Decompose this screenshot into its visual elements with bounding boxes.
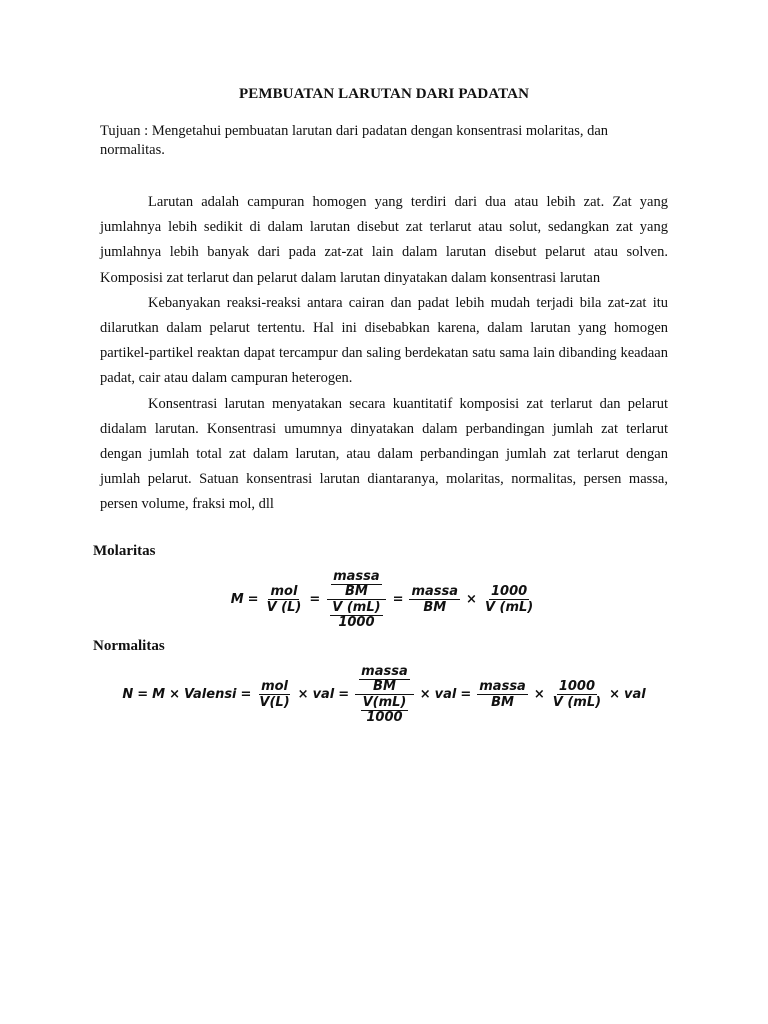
fraction: [361, 696, 409, 725]
numerator: [327, 569, 386, 600]
formula-operator: =: [309, 592, 321, 607]
paragraph-larutan: Larutan adalah campuran homogen yang terdiri dari dua atau lebih zat. Zat yang jumlahnya lebih sedikit di dalam larutan disebut zat terlarut atau solut, sedangkan zat yang jumlahnya lebih banyak dari pada zat-zat lain dalam larutan disebut pelarut atau solven. Komposisi zat terlarut dan pelarut dalam larutan dinyatakan dalam konsentrasi larutan: [100, 194, 668, 286]
normalitas-formula: [0, 664, 768, 725]
formula-symbol: M: [230, 592, 244, 607]
numerator: 1000: [558, 679, 595, 694]
molaritas-heading: Molaritas: [93, 543, 156, 559]
denominator: V (mL): [484, 600, 534, 615]
fraction: [265, 584, 304, 615]
formula-operator: =: [460, 687, 472, 702]
formula-operator: ×: [419, 687, 431, 702]
formula-operator: ×: [297, 687, 309, 702]
page-title: PEMBUATAN LARUTAN DARI PADATAN: [238, 86, 530, 102]
body-text: [100, 190, 668, 518]
fraction: [330, 601, 382, 630]
numerator: massa: [361, 664, 408, 679]
denominator: [357, 695, 413, 725]
formula-operator: ×: [609, 687, 620, 702]
formula-operator: =: [247, 592, 259, 607]
normalitas-heading: Normalitas: [93, 638, 165, 654]
fraction: [359, 665, 410, 694]
formula-operator: ×: [466, 592, 477, 607]
denominator: BM: [491, 695, 514, 710]
formula-symbol: val: [623, 687, 646, 702]
formula-operator: =: [240, 687, 252, 702]
fraction: [483, 584, 535, 615]
formula-symbol: val: [312, 687, 335, 702]
denominator: BM: [423, 600, 447, 615]
formula-operator: ×: [169, 687, 180, 702]
nested-fraction: [355, 664, 414, 725]
denominator: V (L): [266, 600, 302, 615]
formula-operator: =: [338, 687, 350, 702]
formula-operator: =: [392, 592, 404, 607]
numerator: massa: [479, 679, 526, 694]
denominator: BM: [373, 679, 396, 694]
numerator: massa: [411, 584, 459, 599]
nested-fraction: [326, 569, 386, 630]
denominator: BM: [344, 584, 368, 599]
fraction: [409, 584, 460, 615]
denominator: 1000: [338, 615, 375, 630]
formula-symbol: N: [122, 687, 134, 702]
formula-symbol: Valensi: [183, 687, 237, 702]
objective-text: Tujuan : Mengetahui pembuatan larutan dari padatan dengan konsentrasi molaritas, dan normalitas.: [100, 123, 609, 158]
denominator: V(L): [259, 695, 290, 710]
molaritas-formula: [0, 569, 768, 630]
formula-operator: ×: [533, 687, 545, 702]
denominator: V (mL): [552, 695, 602, 710]
denominator: [326, 600, 386, 630]
numerator: V (mL): [332, 600, 381, 615]
fraction: [551, 679, 603, 710]
numerator: massa: [333, 569, 380, 584]
numerator: mol: [261, 679, 288, 694]
paragraph-konsentrasi: Konsentrasi larutan menyatakan secara kuantitatif komposisi zat terlarut dan pelarut didalam larutan. Konsentrasi umumnya dinyatakan dalam perbandingan jumlah zat terlarut dengan jumlah total zat dalam larutan, atau dalam perbandingan jumlah zat terlarut dengan jumlah pelarut. Satuan konsentrasi larutan diantaranya, molaritas, normalitas, persen massa, persen volume, fraksi mol, dll: [100, 395, 668, 513]
numerator: 1000: [491, 584, 528, 599]
formula-operator: =: [137, 687, 149, 702]
numerator: mol: [270, 584, 298, 599]
numerator: [355, 664, 414, 695]
formula-symbol: M: [152, 687, 166, 702]
paragraph-reaksi: Kebanyakan reaksi-reaksi antara cairan dan padat lebih mudah terjadi bila zat-zat itu dilarutkan dalam pelarut tertentu. Hal ini disebabkan karena, dalam larutan yang homogen partikel-partikel reaktan dapat tercampur dan saling berdekatan satu sama lain dibanding keadaan padat, cair atau dalam campuran heterogen.: [100, 294, 668, 387]
formula-symbol: val: [434, 687, 457, 702]
denominator: 1000: [366, 710, 403, 725]
fraction: [331, 570, 382, 599]
numerator: V(mL): [362, 695, 407, 710]
fraction: [257, 679, 291, 710]
fraction: [477, 679, 528, 710]
